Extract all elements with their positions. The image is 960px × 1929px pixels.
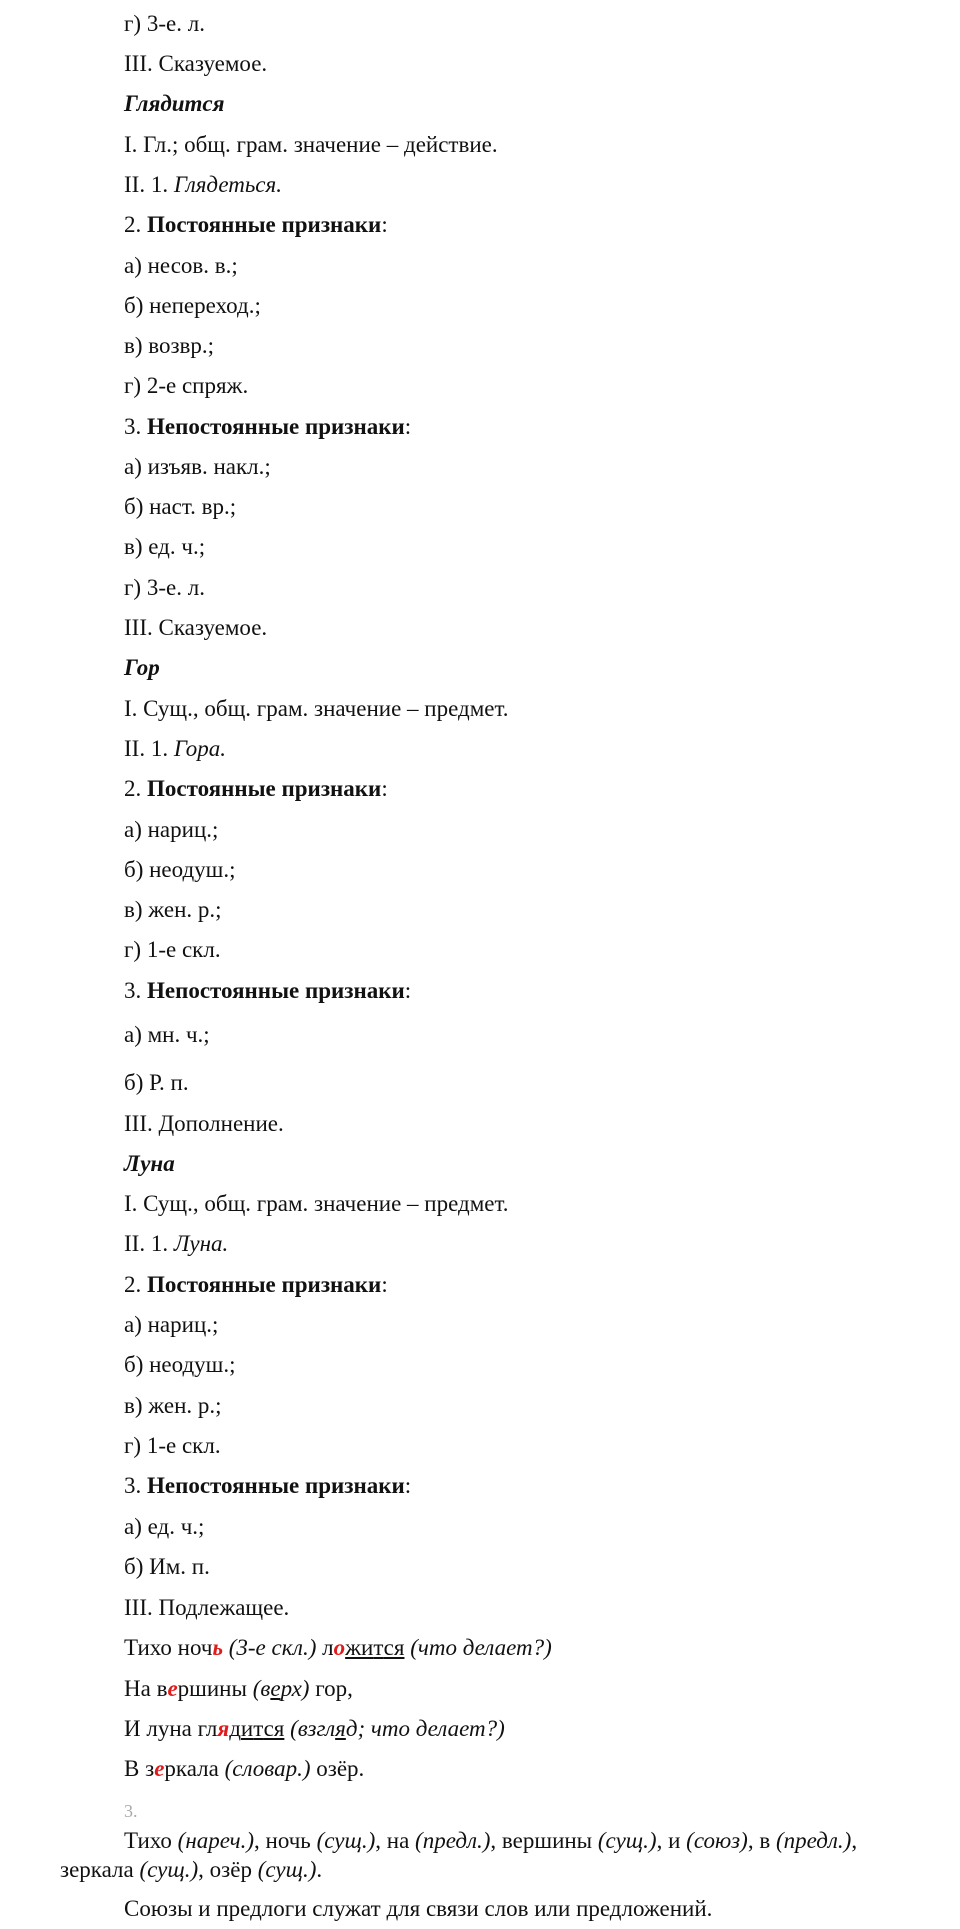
- text-line: I. Сущ., общ. грам. значение – предмет.: [124, 696, 509, 721]
- text-line: б) неодуш.;: [124, 1352, 236, 1377]
- text-line: г) 1-е скл.: [124, 1433, 221, 1458]
- text-line: 3. Непостоянные признаки:: [124, 1473, 412, 1498]
- text-line: I. Гл.; общ. грам. значение – действие.: [124, 132, 498, 157]
- word-heading: Луна: [124, 1151, 175, 1176]
- poem-line: Тихо ночь (3-е скл.) ложится (что делает?): [124, 1635, 552, 1660]
- text-line: III. Дополнение.: [124, 1111, 284, 1136]
- text-line: а) нариц.;: [124, 1312, 219, 1337]
- text-line: III. Сказуемое.: [124, 615, 268, 640]
- text-line: II. 1. Луна.: [124, 1231, 229, 1256]
- text-line: а) ед. ч.;: [124, 1514, 205, 1539]
- text-line: в) ед. ч.;: [124, 534, 206, 559]
- text-line: а) несов. в.;: [124, 253, 238, 278]
- paragraph: Тихо (нареч.), ночь (сущ.), на (предл.), вершины (сущ.), и (союз), в (предл.), зеркала (сущ.), озёр (сущ.).: [60, 1828, 858, 1882]
- text-line: б) Р. п.: [124, 1070, 189, 1095]
- text-line: б) Им. п.: [124, 1554, 210, 1579]
- text-line: III. Сказуемое.: [124, 51, 268, 76]
- text-line: а) изъяв. накл.;: [124, 454, 271, 479]
- text-line: б) наст. вр.;: [124, 494, 237, 519]
- poem-line: На вершины (верх) гор,: [124, 1676, 353, 1701]
- text-line: б) неодуш.;: [124, 857, 236, 882]
- word-heading: Глядится: [124, 91, 225, 116]
- text-line: а) нариц.;: [124, 817, 219, 842]
- text-line: 3. Непостоянные признаки:: [124, 978, 412, 1003]
- poem-line: В зеркала (словар.) озёр.: [124, 1756, 365, 1781]
- text-line: II. 1. Глядеться.: [124, 172, 282, 197]
- text-line: а) мн. ч.;: [124, 1022, 210, 1047]
- text-line: б) непереход.;: [124, 293, 261, 318]
- text-line: I. Сущ., общ. грам. значение – предмет.: [124, 1191, 509, 1216]
- text-line: в) жен. р.;: [124, 1393, 222, 1418]
- text-line: г) 1-е скл.: [124, 937, 221, 962]
- paragraph: Союзы и предлоги служат для связи слов или предложений.: [124, 1896, 713, 1921]
- text-line: г) 3-е. л.: [124, 11, 205, 36]
- text-line: 3. Непостоянные признаки:: [124, 414, 412, 439]
- text-line: в) жен. р.;: [124, 897, 222, 922]
- text-line: г) 3-е. л.: [124, 575, 205, 600]
- text-line: 2. Постоянные признаки:: [124, 776, 388, 801]
- text-line: III. Подлежащее.: [124, 1595, 290, 1620]
- text-line: II. 1. Гора.: [124, 736, 226, 761]
- text-line: 2. Постоянные признаки:: [124, 1272, 388, 1297]
- poem-line: И луна глядится (взгляд; что делает?): [124, 1716, 505, 1741]
- text-line: в) возвр.;: [124, 333, 215, 358]
- text-line: 2. Постоянные признаки:: [124, 212, 388, 237]
- text-line: г) 2-е спряж.: [124, 373, 249, 398]
- word-heading: Гор: [124, 655, 160, 680]
- section-number: 3.: [124, 1801, 138, 1821]
